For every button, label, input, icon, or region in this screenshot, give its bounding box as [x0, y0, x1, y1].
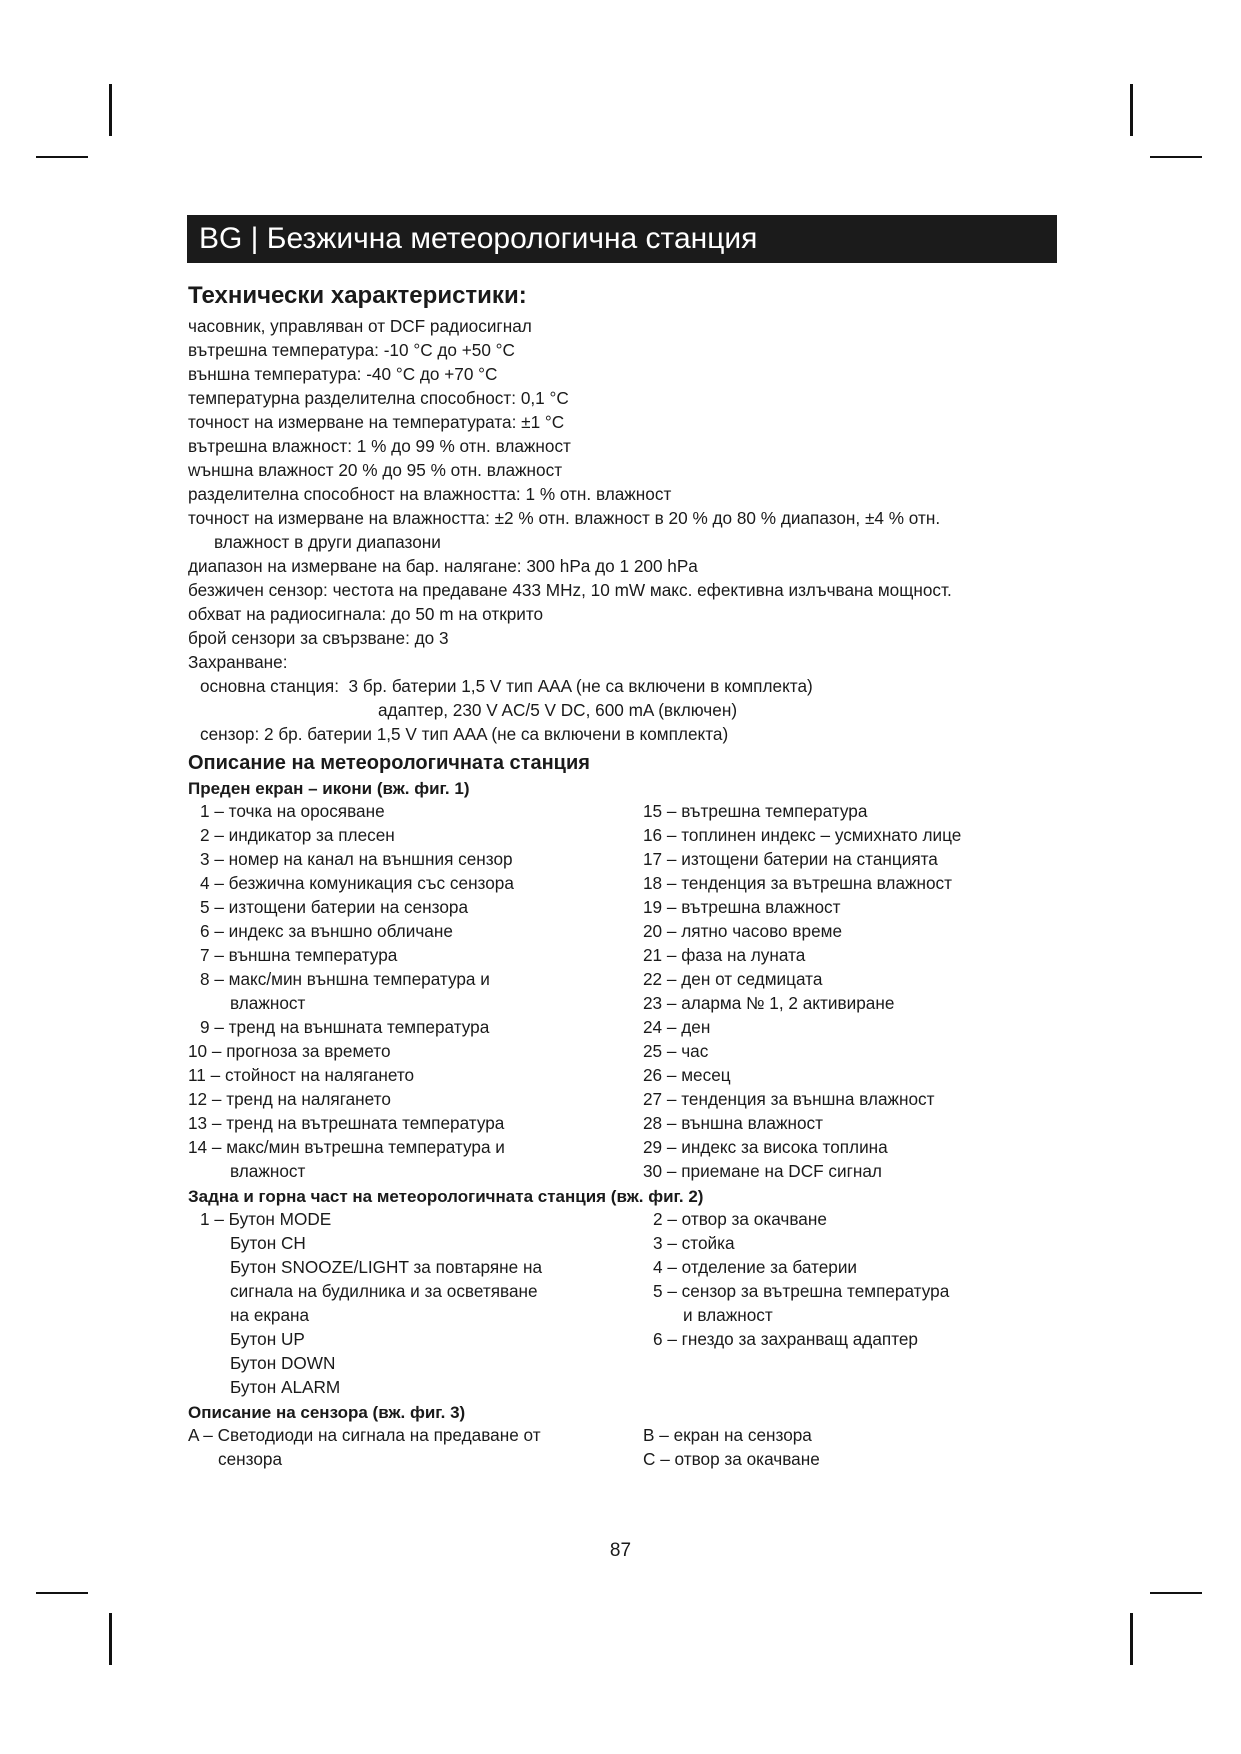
spec-line: температурна разделителна способност: 0,1 °C — [188, 388, 569, 408]
list-item: 24 – ден — [643, 1017, 711, 1037]
list-item-continuation: на екрана — [230, 1305, 310, 1325]
spec-line: сензор: 2 бр. батерии 1,5 V тип AAA (не са включени в комплекта) — [200, 724, 729, 744]
spec-line: часовник, управляван от DCF радиосигнал — [188, 316, 532, 336]
spec-line: точност на измерване на влажността: ±2 % отн. влажност в 20 % до 80 % диапазон, ±4 % отн. — [188, 508, 941, 528]
list-item: 4 – отделение за батерии — [653, 1257, 858, 1277]
list-item: 2 – индикатор за плесен — [200, 825, 395, 845]
list-item: 18 – тенденция за вътрешна влажност — [643, 873, 953, 893]
list-item-continuation: Бутон UP — [230, 1329, 305, 1349]
station-heading: Описание на метеорологичната станция — [188, 752, 590, 774]
list-item-continuation: влажност — [230, 1161, 306, 1181]
list-item: 22 – ден от седмицата — [643, 969, 823, 989]
spec-line: адаптер, 230 V AC/5 V DC, 600 mA (включен) — [378, 700, 738, 720]
list-item: 26 – месец — [643, 1065, 731, 1085]
spec-line: диапазон на измерване на бар. налягане: 300 hPa до 1 200 hPa — [188, 556, 698, 576]
list-item: 3 – стойка — [653, 1233, 735, 1253]
list-item-continuation: Бутон CH — [230, 1233, 306, 1253]
spec-line: wъншна влажност 20 % до 95 % отн. влажност — [188, 460, 563, 480]
list-item: 10 – прогноза за времето — [188, 1041, 391, 1061]
list-item-continuation: влажност — [230, 993, 306, 1013]
back-top-parts-list — [188, 1207, 1068, 1399]
back-parts-right-column — [653, 1207, 1068, 1399]
spec-line: Захранване: — [188, 652, 288, 672]
sensor-parts-left-column — [188, 1423, 643, 1471]
back-top-heading: Задна и горна част на метеорологичната станция (вж. фиг. 2) — [188, 1187, 704, 1206]
back-parts-left-column — [188, 1207, 653, 1399]
page-title: BG | Безжична метеорологична станция — [187, 215, 1057, 263]
list-item: 1 – точка на оросяване — [200, 801, 385, 821]
sensor-parts-right-column — [643, 1423, 1068, 1471]
list-item: 6 – гнездо за захранващ адаптер — [653, 1329, 918, 1349]
list-item: 20 – лятно часово време — [643, 921, 843, 941]
list-item: 21 – фаза на луната — [643, 945, 806, 965]
sensor-heading: Описание на сензора (вж. фиг. 3) — [188, 1403, 466, 1422]
list-item: 9 – тренд на външната температура — [200, 1017, 490, 1037]
list-item: C – отвор за окачване — [643, 1449, 820, 1469]
crop-mark-bottom-right-vertical — [1130, 1613, 1133, 1665]
list-item: 28 – външна влажност — [643, 1113, 823, 1133]
list-item: 27 – тенденция за външна влажност — [643, 1089, 935, 1109]
list-item: 30 – приемане на DCF сигнал — [643, 1161, 882, 1181]
page-number: 87 — [609, 1540, 632, 1561]
list-item: 7 – външна температура — [200, 945, 398, 965]
front-screen-icons-list — [188, 799, 1068, 1183]
spec-line: основна станция: 3 бр. батерии 1,5 V тип AAA (не са включени в комплекта) — [200, 676, 813, 696]
spec-line: разделителна способност на влажността: 1 % отн. влажност — [188, 484, 672, 504]
list-item: 13 – тренд на вътрешната температура — [188, 1113, 505, 1133]
spec-line: външна температура: -40 °C до +70 °C — [188, 364, 498, 384]
specs-heading: Технически характеристики: — [188, 282, 527, 309]
list-item-continuation: Бутон SNOOZE/LIGHT за повтаряне на — [230, 1257, 543, 1277]
crop-mark-top-right-horizontal — [1150, 156, 1202, 158]
list-item: 23 – аларма № 1, 2 активиране — [643, 993, 895, 1013]
crop-mark-top-left-horizontal — [36, 156, 88, 158]
list-item: B – екран на сензора — [643, 1425, 812, 1445]
list-item: 14 – макс/мин вътрешна температура и — [188, 1137, 505, 1157]
list-item: 11 – стойност на налягането — [188, 1065, 415, 1085]
front-icons-left-column — [188, 799, 643, 1183]
document-body — [188, 282, 1068, 1471]
list-item: 29 – индекс за висока топлина — [643, 1137, 888, 1157]
list-item-continuation: и влажност — [683, 1305, 773, 1325]
list-item: 17 – изтощени батерии на станцията — [643, 849, 938, 869]
front-screen-heading: Преден екран – икони (вж. фиг. 1) — [188, 779, 470, 798]
list-item: 15 – вътрешна температура — [643, 801, 868, 821]
list-item-continuation: Бутон DOWN — [230, 1353, 336, 1373]
list-item-continuation: сигнала на будилника и за осветяване — [230, 1281, 538, 1301]
spec-line: безжичен сензор: честота на предаване 433 MHz, 10 mW макс. ефективна излъчвана мощност. — [188, 580, 952, 600]
crop-mark-top-right-vertical — [1130, 84, 1133, 136]
list-item: 19 – вътрешна влажност — [643, 897, 841, 917]
list-item: 6 – индекс за външно обличане — [200, 921, 453, 941]
list-item: 16 – топлинен индекс – усмихнато лице — [643, 825, 962, 845]
list-item-continuation: сензора — [218, 1449, 283, 1469]
spec-line: вътрешна температура: -10 °C до +50 °C — [188, 340, 515, 360]
list-item: 5 – изтощени батерии на сензора — [200, 897, 468, 917]
spec-line: брой сензори за свързване: до 3 — [188, 628, 449, 648]
list-item: 12 – тренд на налягането — [188, 1089, 391, 1109]
list-item: 5 – сензор за вътрешна температура — [653, 1281, 950, 1301]
list-item-continuation: Бутон ALARM — [230, 1377, 341, 1397]
crop-mark-bottom-left-horizontal — [36, 1592, 88, 1594]
crop-mark-top-left-vertical — [109, 84, 112, 136]
list-item: 25 – час — [643, 1041, 709, 1061]
sensor-parts-list — [188, 1423, 1068, 1471]
spec-line: влажност в други диапазони — [214, 532, 441, 552]
crop-mark-bottom-right-horizontal — [1150, 1592, 1202, 1594]
spec-line: обхват на радиосигнала: до 50 m на открито — [188, 604, 544, 624]
list-item: 1 – Бутон MODE — [200, 1209, 332, 1229]
spec-line: вътрешна влажност: 1 % до 99 % отн. влажност — [188, 436, 571, 456]
list-item: 4 – безжична комуникация със сензора — [200, 873, 514, 893]
spec-line: точност на измерване на температурата: ±1 °C — [188, 412, 565, 432]
crop-mark-bottom-left-vertical — [109, 1613, 112, 1665]
list-item: 8 – макс/мин външна температура и — [200, 969, 490, 989]
list-item: 2 – отвор за окачване — [653, 1209, 827, 1229]
list-item: 3 – номер на канал на външния сензор — [200, 849, 513, 869]
specs-list — [188, 314, 1068, 746]
front-icons-right-column — [643, 799, 1068, 1183]
list-item: A – Светодиоди на сигнала на предаване от — [188, 1425, 541, 1445]
